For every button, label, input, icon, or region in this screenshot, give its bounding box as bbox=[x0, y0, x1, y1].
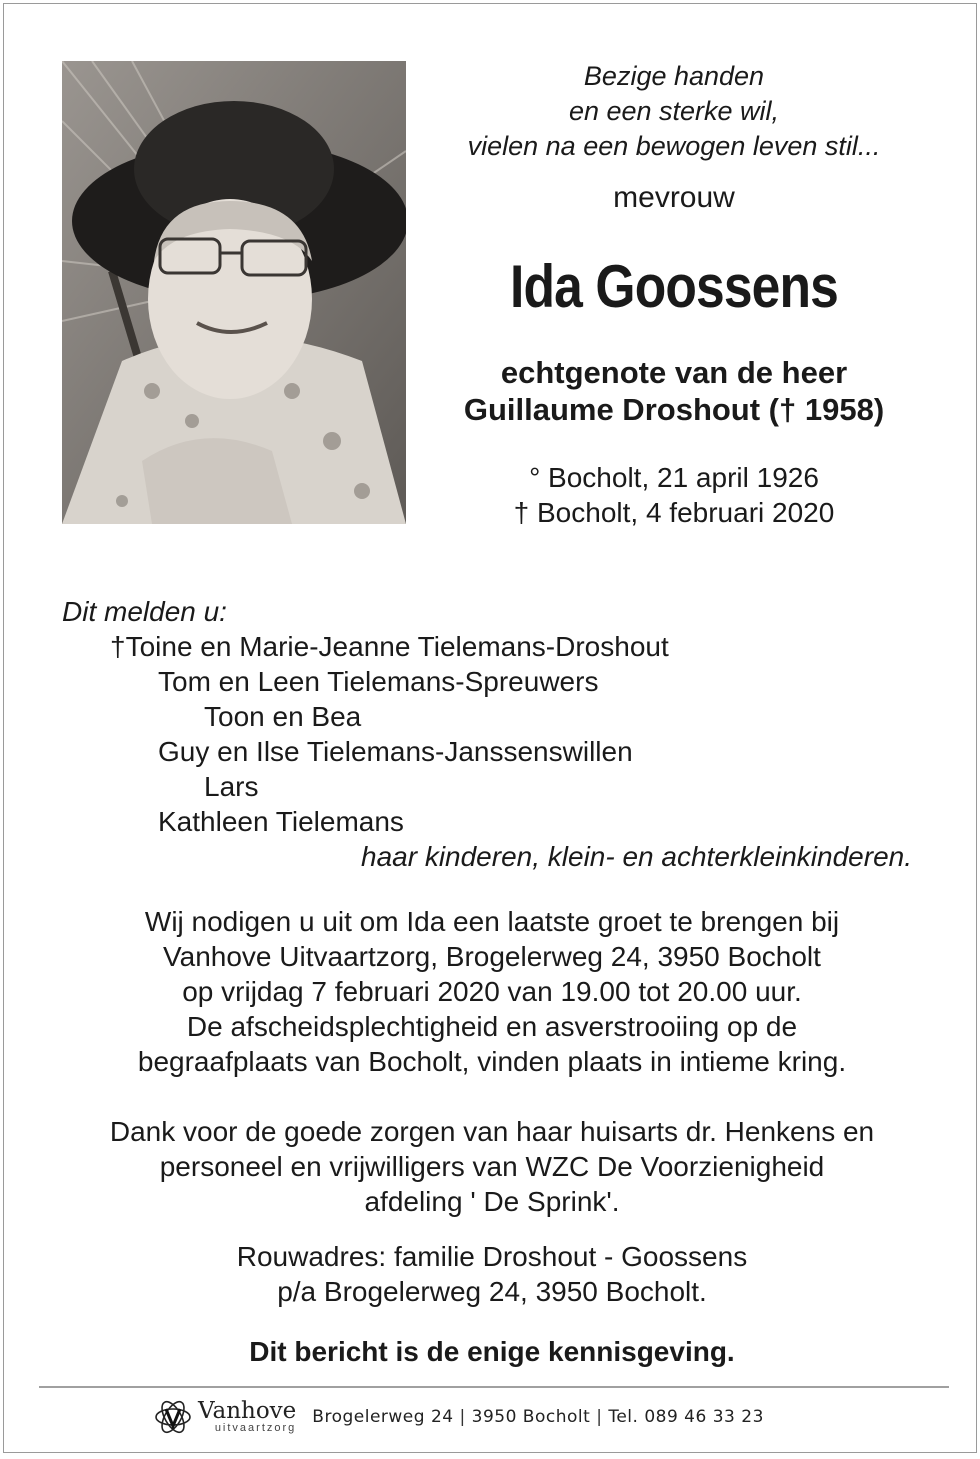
poem bbox=[424, 59, 924, 164]
divider bbox=[39, 1386, 949, 1388]
footer-city: 3950 Bocholt bbox=[471, 1407, 591, 1427]
life-dates bbox=[424, 460, 924, 530]
separator: | bbox=[459, 1407, 466, 1427]
family-line: Guy en Ilse Tielemans-Janssenswillen bbox=[158, 736, 633, 767]
footer bbox=[152, 1392, 764, 1442]
portrait-photo-icon bbox=[62, 61, 406, 524]
announcement bbox=[62, 594, 942, 874]
poem-line: Bezige handen bbox=[583, 61, 765, 91]
separator: | bbox=[596, 1407, 603, 1427]
contact-info bbox=[312, 1407, 764, 1427]
family-line: Toon en Bea bbox=[204, 701, 362, 732]
spouse-line: echtgenote van de heer bbox=[500, 355, 848, 390]
notice: Dit bericht is de enige kennisgeving. bbox=[249, 1336, 735, 1367]
invite-line: begraafplaats van Bocholt, vinden plaats in intieme kring. bbox=[137, 1046, 847, 1077]
poem-line: vielen na een bewogen leven stil... bbox=[467, 131, 881, 161]
invite-line: Vanhove Uitvaartzorg, Brogelerweg 24, 3950 Bocholt bbox=[163, 941, 821, 972]
address-line: Rouwadres: familie Droshout - Goossens bbox=[236, 1241, 748, 1272]
invite-line: Wij nodigen u uit om Ida een laatste groet te brengen bij bbox=[144, 906, 840, 937]
thanks-line: afdeling ' De Sprink'. bbox=[364, 1186, 620, 1217]
footer-street: Brogelerweg 24 bbox=[312, 1407, 454, 1427]
brand bbox=[198, 1400, 296, 1434]
vanhove-logo-icon bbox=[152, 1396, 194, 1438]
mourning-address bbox=[44, 1239, 940, 1309]
death-notice bbox=[3, 3, 977, 1453]
family-line: †Toine en Marie-Jeanne Tielemans-Droshout bbox=[110, 631, 669, 662]
spouse-line: Guillaume Droshout († 1958) bbox=[463, 392, 885, 427]
portrait-photo bbox=[62, 61, 406, 524]
address-line: p/a Brogelerweg 24, 3950 Bocholt. bbox=[277, 1276, 707, 1307]
announce-closing: haar kinderen, klein- en achterkleinkinderen. bbox=[361, 841, 912, 872]
invitation bbox=[44, 904, 940, 1079]
honorific: mevrouw bbox=[613, 181, 735, 214]
spouse-info bbox=[424, 354, 924, 428]
brand-subtitle: uitvaartzorg bbox=[214, 1422, 297, 1434]
death-date: † Bocholt, 4 februari 2020 bbox=[513, 497, 835, 528]
invite-line: De afscheidsplechtigheid en asverstrooiing op de bbox=[186, 1011, 798, 1042]
header-block bbox=[424, 59, 924, 530]
family-line: Kathleen Tielemans bbox=[158, 806, 404, 837]
thanks bbox=[44, 1114, 940, 1219]
poem-line: en een sterke wil, bbox=[568, 96, 780, 126]
announce-lead: Dit melden u: bbox=[62, 596, 227, 627]
thanks-line: Dank voor de goede zorgen van haar huisarts dr. Henkens en bbox=[109, 1116, 875, 1147]
invite-line: op vrijdag 7 februari 2020 van 19.00 tot 20.00 uur. bbox=[182, 976, 802, 1007]
brand-name: Vanhove bbox=[198, 1398, 297, 1424]
thanks-line: personeel en vrijwilligers van WZC De Voorzienigheid bbox=[159, 1151, 825, 1182]
family-line: Lars bbox=[204, 771, 259, 802]
footer-phone: Tel. 089 46 33 23 bbox=[608, 1407, 764, 1427]
family-line: Tom en Leen Tielemans-Spreuwers bbox=[158, 666, 599, 697]
birth-date: ° Bocholt, 21 april 1926 bbox=[529, 462, 819, 493]
deceased-name: Ida Goossens bbox=[509, 253, 839, 320]
